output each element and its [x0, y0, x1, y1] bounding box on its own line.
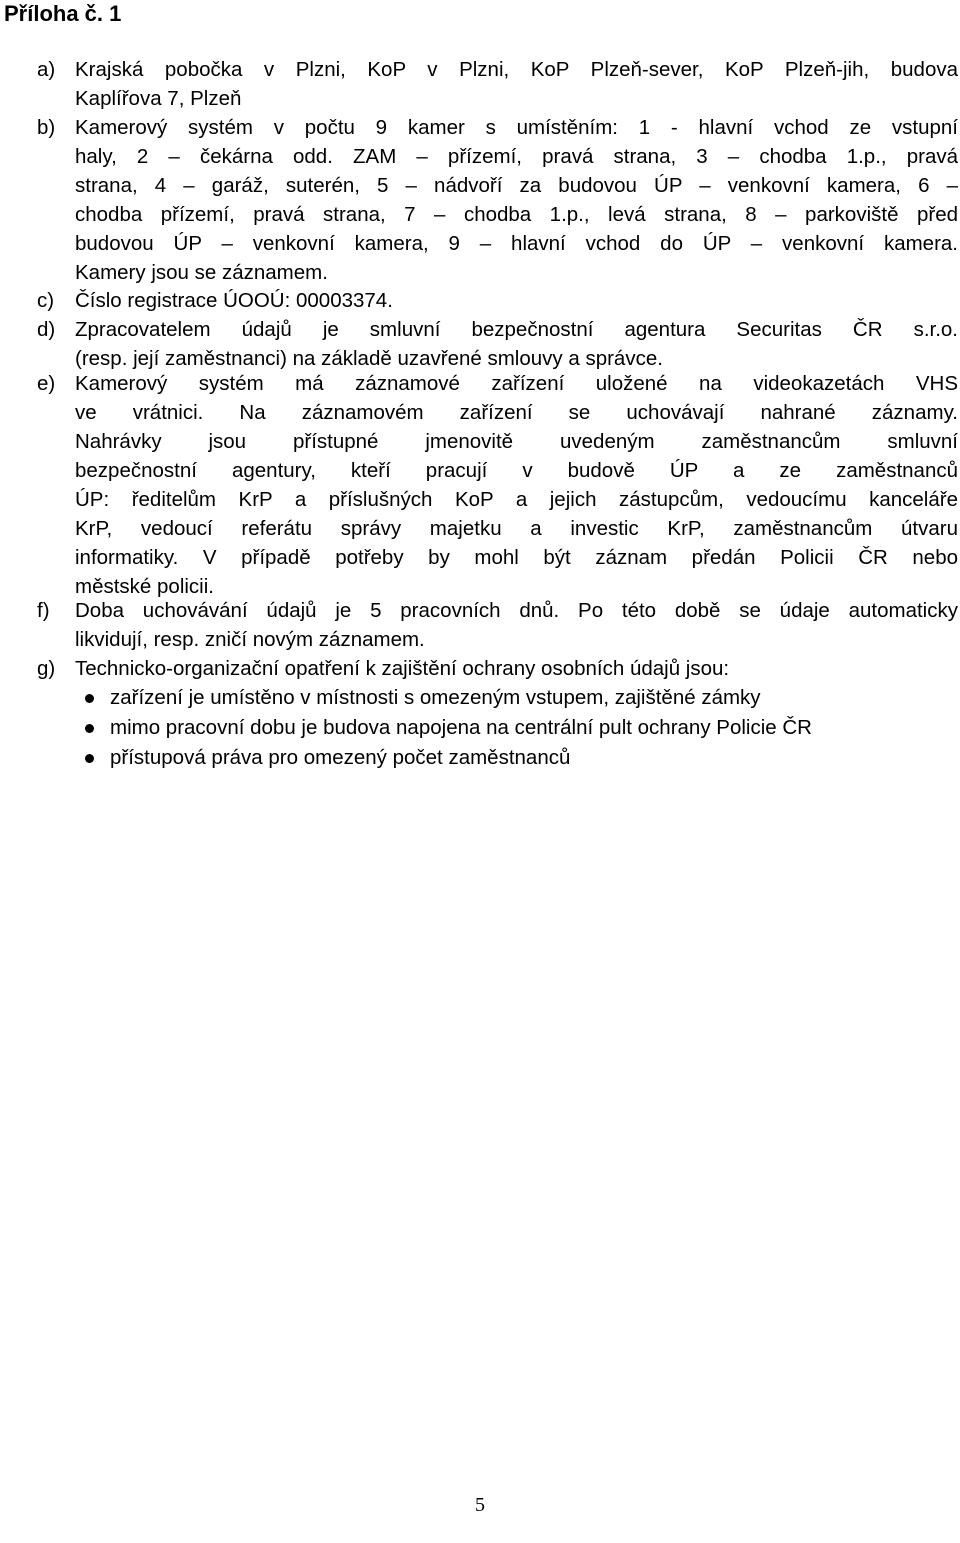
document-title: Příloha č. 1 [4, 1, 122, 26]
list-item-b [37, 113, 958, 287]
list-item-text [75, 596, 958, 654]
list-item-f [37, 596, 958, 654]
text-line: Kaplířova 7, Plzeň [75, 87, 242, 110]
bullet-text: přístupová práva pro omezený počet zaměstnanců [110, 746, 571, 769]
list-marker: b) [37, 116, 56, 139]
bullet-list [75, 683, 960, 773]
list-marker: d) [37, 318, 56, 341]
list-item-text [75, 369, 958, 601]
list-item-d [37, 315, 958, 373]
bullet-item [75, 743, 960, 773]
bullet-dot-icon [85, 724, 94, 733]
list-marker: c) [37, 289, 55, 312]
text-line: městské policii. [75, 575, 214, 598]
text-line: informatiky. V případě potřeby by mohl být záznam předán Policii ČR nebo [75, 546, 958, 569]
list-item-e [37, 369, 958, 601]
text-line: (resp. její zaměstnanci) na základě uzavřené smlouvy a správce. [75, 347, 663, 370]
text-line: KrP, vedoucí referátu správy majetku a investic KrP, zaměstnancům útvaru [75, 517, 958, 540]
list-item-text [75, 113, 958, 287]
list-marker: e) [37, 372, 56, 395]
bullet-dot-icon [85, 694, 94, 703]
list-marker: f) [37, 599, 50, 622]
bullet-item [75, 713, 960, 743]
text-line: Doba uchovávání údajů je 5 pracovních dnů. Po této době se údaje automaticky [75, 599, 958, 622]
bullet-dot-icon [85, 754, 94, 763]
text-line: chodba přízemí, pravá strana, 7 – chodba 1.p., levá strana, 8 – parkoviště před [75, 203, 958, 226]
text-line: Kamerový systém má záznamové zařízení uložené na videokazetách VHS [75, 372, 958, 395]
text-line: Kamery jsou se záznamem. [75, 261, 328, 284]
text-line: Technicko-organizační opatření k zajištění ochrany osobních údajů jsou: [75, 657, 730, 680]
text-line: strana, 4 – garáž, suterén, 5 – nádvoří za budovou ÚP – venkovní kamera, 6 – [75, 174, 958, 197]
list-item-g [37, 654, 958, 683]
list-item-text [75, 286, 958, 315]
text-line: Kamerový systém v počtu 9 kamer s umístěním: 1 - hlavní vchod ze vstupní [75, 116, 958, 139]
list-item-a [37, 55, 958, 113]
text-line: Číslo registrace ÚOOÚ: 00003374. [75, 289, 393, 312]
text-line: likvidují, resp. zničí novým záznamem. [75, 628, 425, 651]
text-line: bezpečnostní agentury, kteří pracují v budově ÚP a ze zaměstnanců [75, 459, 958, 482]
text-line: haly, 2 – čekárna odd. ZAM – přízemí, pravá strana, 3 – chodba 1.p., pravá [75, 145, 958, 168]
list-marker: a) [37, 58, 56, 81]
bullet-text: mimo pracovní dobu je budova napojena na centrální pult ochrany Policie ČR [110, 716, 812, 739]
page-number: 5 [475, 1494, 485, 1516]
list-marker: g) [37, 657, 56, 680]
text-line: Zpracovatelem údajů je smluvní bezpečnostní agentura Securitas ČR s.r.o. [75, 318, 958, 341]
text-line: Krajská pobočka v Plzni, KoP v Plzni, KoP Plzeň-sever, KoP Plzeň-jih, budova [75, 58, 958, 81]
list-item-c [37, 286, 958, 315]
list-item-text [75, 654, 958, 683]
text-line: Nahrávky jsou přístupné jmenovitě uvedeným zaměstnancům smluvní [75, 430, 958, 453]
text-line: budovou ÚP – venkovní kamera, 9 – hlavní vchod do ÚP – venkovní kamera. [75, 232, 958, 255]
bullet-text: zařízení je umístěno v místnosti s omezeným vstupem, zajištěné zámky [110, 686, 761, 709]
list-item-text [75, 55, 958, 113]
text-line: ve vrátnici. Na záznamovém zařízení se uchovávají nahrané záznamy. [75, 401, 958, 424]
bullet-item [75, 683, 960, 713]
list-item-text [75, 315, 958, 373]
text-line: ÚP: ředitelům KrP a příslušných KoP a jejich zástupcům, vedoucímu kanceláře [75, 488, 958, 511]
